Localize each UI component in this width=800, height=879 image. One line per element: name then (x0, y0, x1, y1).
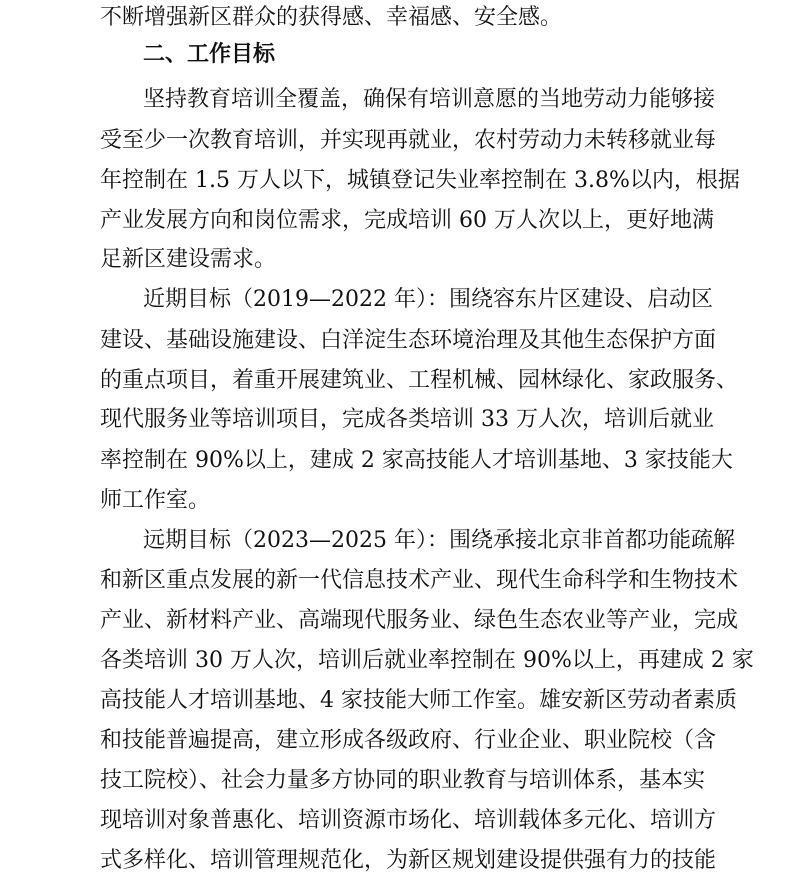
text-line-7: 足新区建设需求。 (100, 247, 277, 272)
text-line-14: 远期目标（2023—2025 年）：围绕承接北京非首都功能疏解 (143, 528, 735, 553)
text-line-15: 和新区重点发展的新一代信息技术产业、现代生命科学和生物技术 (100, 568, 739, 593)
text-line-11: 现代服务业等培训项目，完成各类培训 33 万人次，培训后就业 (100, 407, 714, 432)
text-line-21: 现培训对象普惠化、培训资源市场化、培训载体多元化、培训方 (100, 808, 717, 833)
text-line-5: 年控制在 1.5 万人以下，城镇登记失业率控制在 3.8%以内，根据 (100, 168, 740, 193)
text-line-22: 式多样化、培训管理规范化，为新区规划建设提供强有力的技能 (100, 848, 717, 873)
text-line-1: 不断增强新区群众的获得感、幸福感、安全感。 (100, 5, 563, 30)
text-line-6: 产业发展方向和岗位需求，完成培训 60 万人次以上，更好地满 (100, 208, 714, 233)
text-line-16: 产业、新材料产业、高端现代服务业、绿色生态农业等产业，完成 (100, 608, 739, 633)
text-line-8: 近期目标（2019—2022 年）：围绕容东片区建设、启动区 (143, 287, 713, 312)
text-line-12: 率控制在 90%以上，建成 2 家高技能人才培训基地、3 家技能大 (100, 448, 733, 473)
text-line-9: 建设、基础设施建设、白洋淀生态环境治理及其他生态保护方面 (100, 328, 717, 353)
text-line-17: 各类培训 30 万人次，培训后就业率控制在 90%以上，再建成 2 家 (100, 648, 754, 673)
text-line-13: 师工作室。 (100, 488, 211, 513)
text-line-20: 技工院校）、社会力量多方协同的职业教育与培训体系，基本实 (100, 768, 706, 793)
text-line-19: 和技能普遍提高，建立形成各级政府、行业企业、职业院校（含 (100, 728, 717, 753)
text-line-3: 坚持教育培训全覆盖，确保有培训意愿的当地劳动力能够接 (143, 87, 716, 112)
text-line-4: 受至少一次教育培训，并实现再就业，农村劳动力未转移就业每 (100, 128, 717, 153)
section-heading: 二、工作目标 (143, 42, 276, 67)
text-line-10: 的重点项目，着重开展建筑业、工程机械、园林绿化、家政服务、 (100, 368, 739, 393)
text-line-18: 高技能人才培训基地、4 家技能大师工作室。雄安新区劳动者素质 (100, 688, 737, 713)
